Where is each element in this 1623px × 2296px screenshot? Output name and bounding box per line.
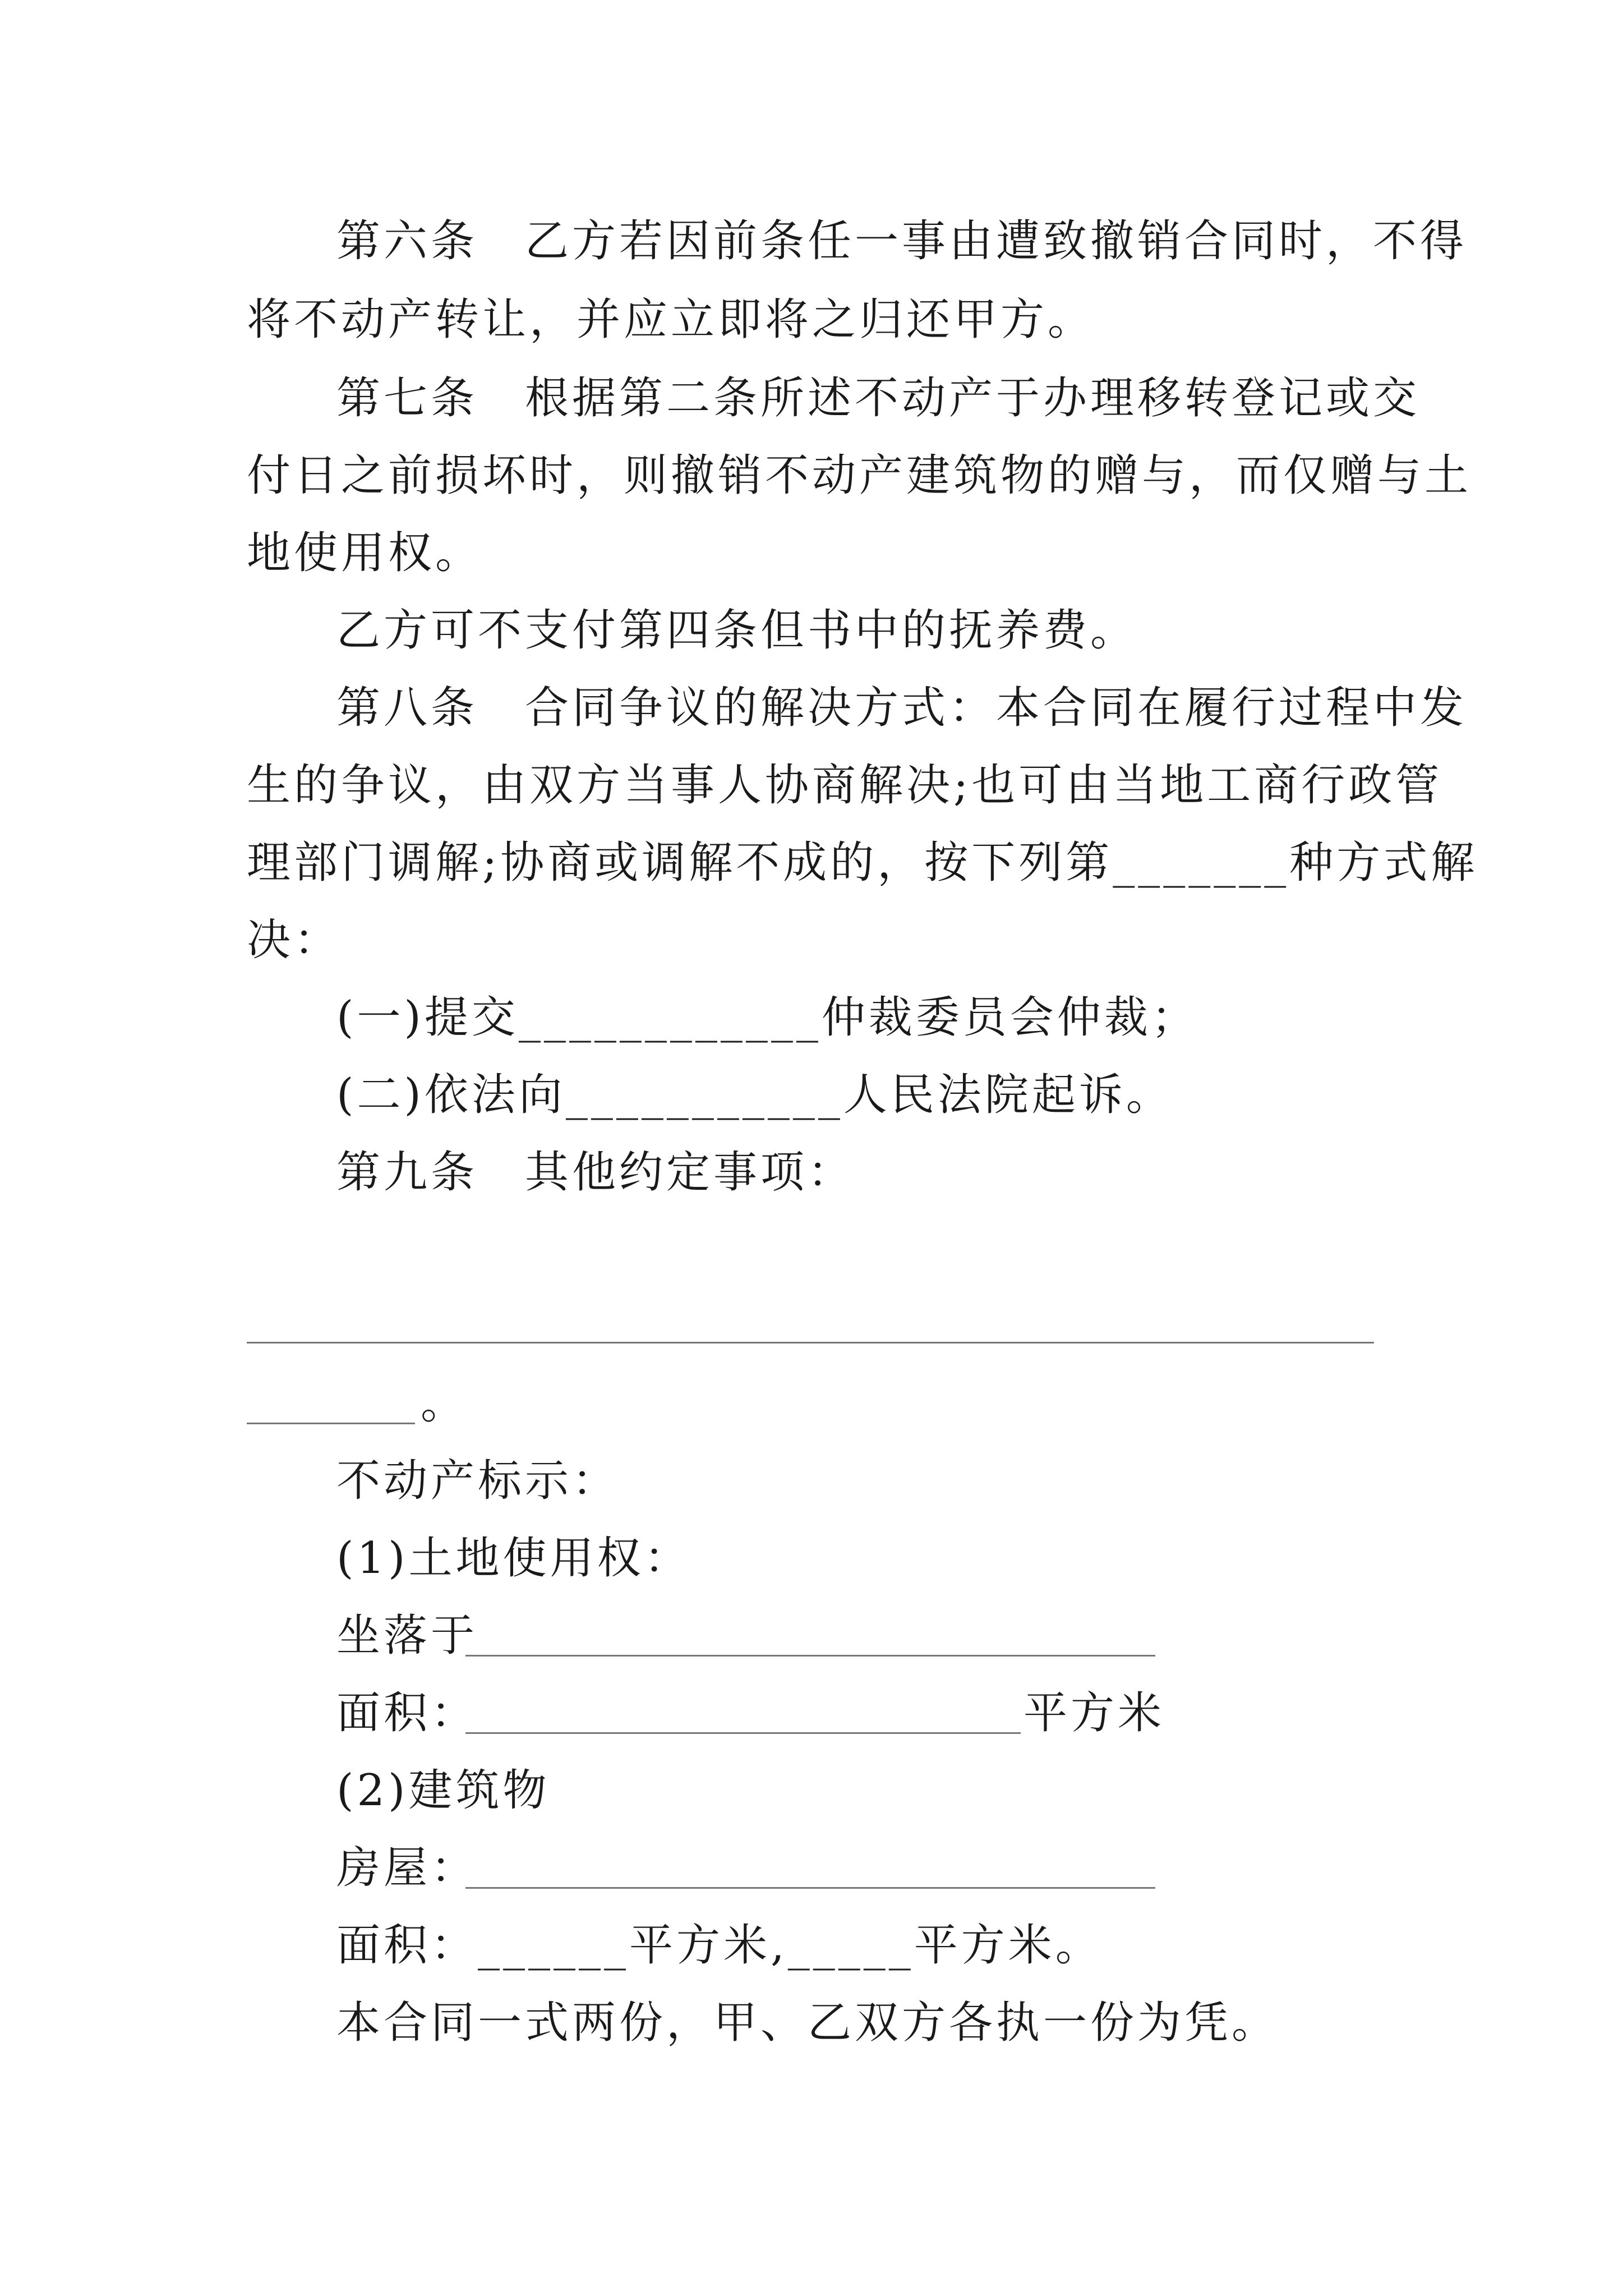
other-matters-blank-line — [247, 1342, 1374, 1343]
article8-line3: 理部门调解;协商或调解不成的，按下列第_______种方式解 — [247, 838, 1478, 888]
other-matters-end-mark: 。 — [421, 1378, 468, 1429]
land-area-label: 面积： — [336, 1688, 478, 1738]
article7-line2: 付日之前损坏时，则撤销不动产建筑物的赠与，而仅赠与土 — [247, 450, 1472, 501]
article7-line1: 第七条 根据第二条所述不动产于办理移转登记或交 — [336, 373, 1421, 424]
article8-line2: 生的争议，由双方当事人协商解决;也可由当地工商行政管 — [247, 760, 1443, 811]
location-label: 坐落于 — [336, 1611, 478, 1661]
article8-line1: 第八条 合同争议的解决方式：本合同在履行过程中发 — [336, 683, 1468, 733]
support-fee-note: 乙方可不支付第四条但书中的抚养费。 — [336, 605, 1138, 656]
article6-line2: 将不动产转让，并应立即将之归还甲方。 — [247, 295, 1095, 345]
land-use-right-heading: (1)土地使用权： — [336, 1533, 691, 1584]
house-blank — [465, 1887, 1155, 1889]
arbitration-option: (一)提交____________仲裁委员会仲裁； — [336, 992, 1198, 1043]
property-title: 不动产标示： — [336, 1456, 620, 1506]
closing-statement: 本合同一式两份，甲、乙双方各执一份为凭。 — [336, 1998, 1279, 2048]
location-blank — [465, 1655, 1155, 1657]
house-label: 房屋： — [336, 1843, 478, 1893]
article8-line4: 决： — [247, 915, 342, 965]
article9-heading: 第九条 其他约定事项： — [336, 1147, 855, 1198]
land-area-blank — [465, 1732, 1021, 1734]
building-area-line: 面积：______平方米,_____平方米。 — [336, 1920, 1103, 1971]
land-area-unit: 平方米 — [1023, 1688, 1165, 1738]
article7-line3: 地使用权。 — [247, 528, 483, 578]
article6-line1: 第六条 乙方若因前条任一事由遭致撤销合同时，不得 — [336, 216, 1468, 266]
litigation-option: (二)依法向___________人民法院起诉。 — [336, 1070, 1173, 1120]
other-matters-blank-end — [247, 1423, 415, 1424]
building-heading: (2)建筑物 — [336, 1765, 550, 1816]
